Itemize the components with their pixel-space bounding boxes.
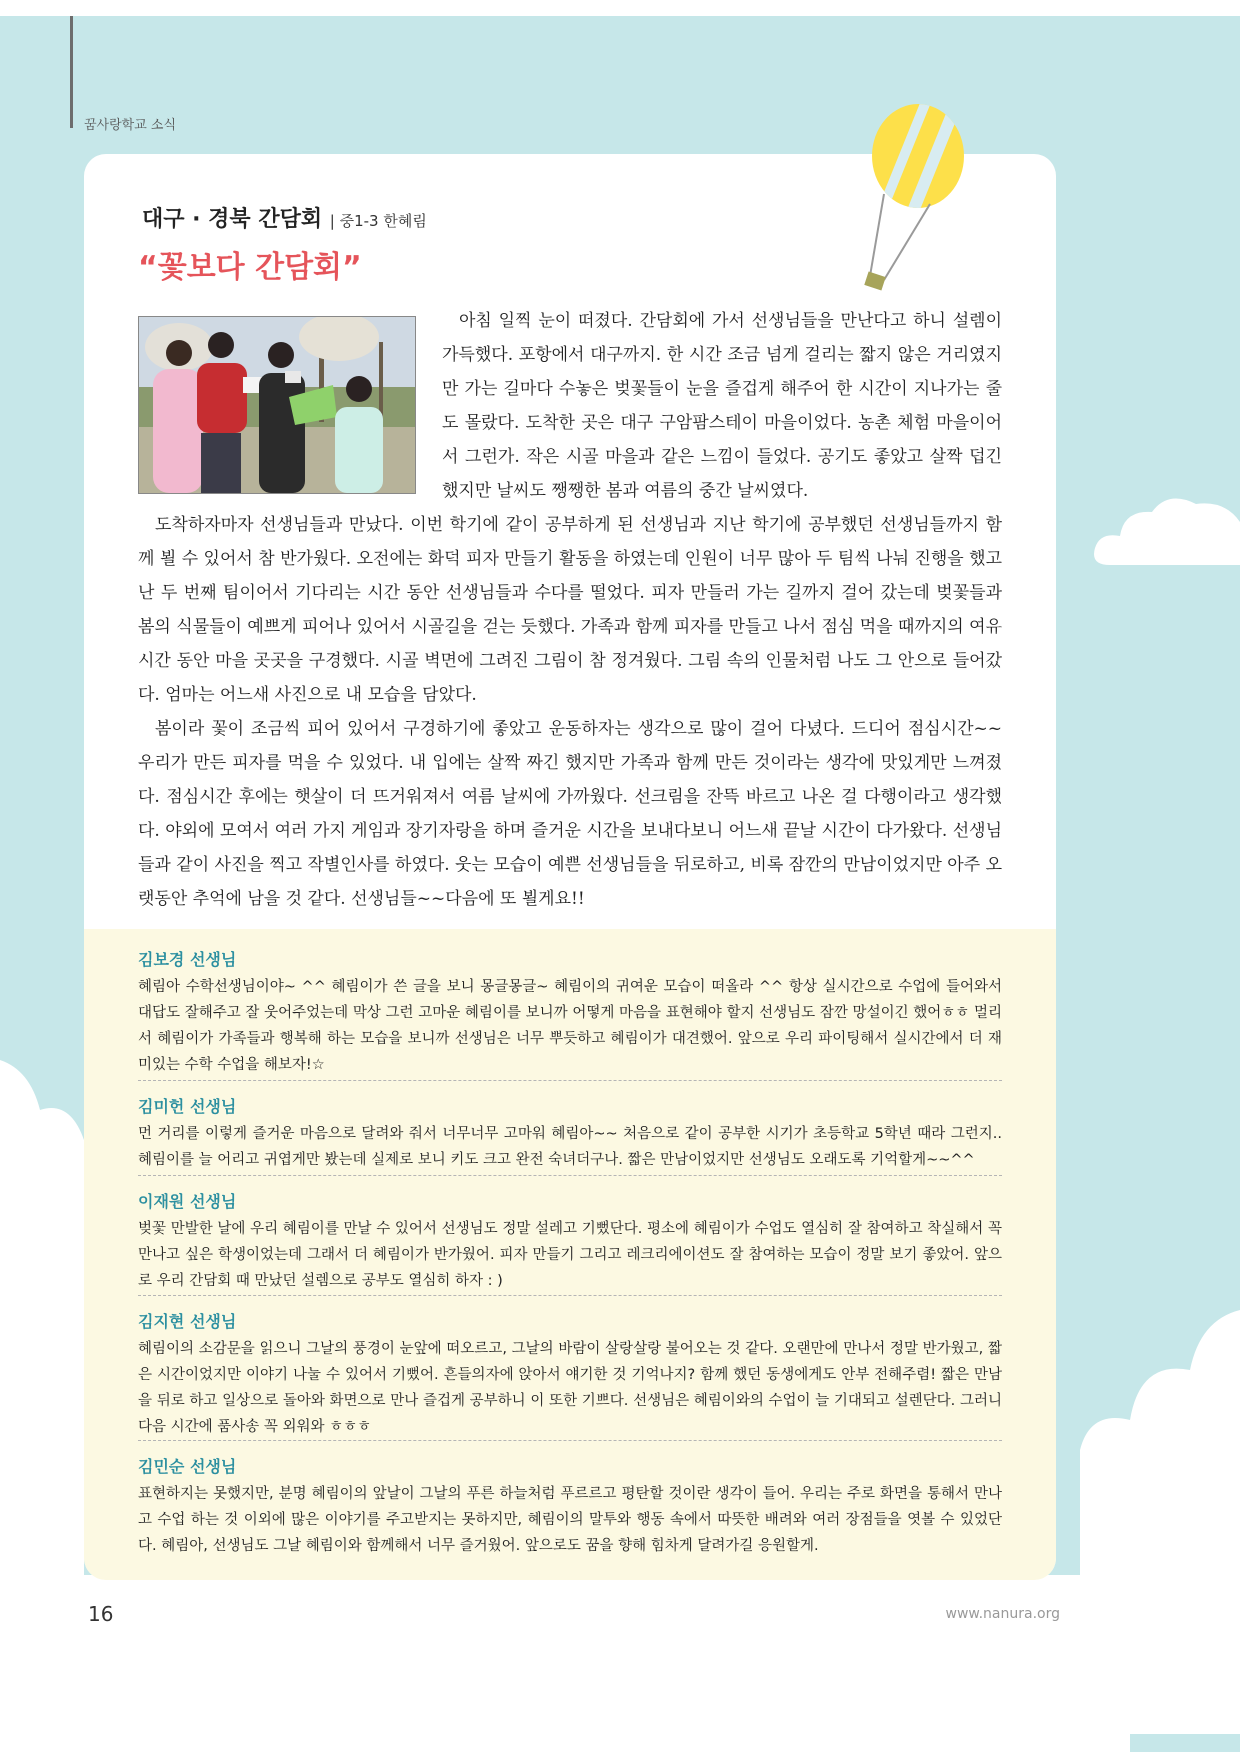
cloud-icon <box>1080 1300 1240 1590</box>
teacher-message: 혜림이의 소감문을 읽으니 그날의 풍경이 눈앞에 떠오르고, 그날의 바람이 살랑살랑 불어오는 것 같다. 오랜만에 만나서 정말 반가웠고, 짧은 시간이었지만 이야기 나눌 수 있어서 기뻤어. 흔들의자에 앉아서 얘기한 것 기억나지? 함께 했던 동생에게도 안부 전해주렴! 짧은 만남을 뒤로 하고 일상으로 돌아와 화면으로 만나 즐겁게 공부하니 이 또한 기쁘다. 선생님은 혜림이와의 수업이 늘 기대되고 설렌단다. 그러니 다음 시간에 품사송 꼭 외워와 ㅎㅎㅎ <box>138 1341 1002 1435</box>
author-byline: | 중1-3 한혜림 <box>329 212 427 230</box>
teacher-comment <box>138 1189 1002 1294</box>
teacher-message: 표현하지는 못했지만, 분명 혜림이의 앞날이 그날의 푸른 하늘처럼 푸르르고 평탄할 것이란 생각이 들어. 우리는 주로 화면을 통해서 만나고 수업 하는 것 이외에 많은 이야기를 주고받지는 못하지만, 혜림이의 말투와 행동 속에서 따뜻한 배려와 여러 장점들을 엿볼 수 있었단다. 혜림아, 선생님도 그날 혜림이와 함께해서 너무 즐거웠어. 앞으로도 꿈을 향해 힘차게 달려가길 응원할게. <box>138 1486 1002 1554</box>
teacher-name: 김민순 선생님 <box>138 1457 237 1476</box>
teacher-name: 이재원 선생님 <box>138 1192 237 1211</box>
essay-paragraph-2: 도착하자마자 선생님들과 만났다. 이번 학기에 같이 공부하게 된 선생님과 지난 학기에 공부했던 선생님들까지 함께 뵐 수 있어서 참 반가웠다. 오전에는 화덕 피자 만들기 활동을 하였는데 인원이 너무 많아 두 팀씩 나눠 진행을 했고 난 두 번째 팀이어서 기다리는 시간 동안 선생님들과 수다를 떨었다. 피자 만들러 가는 길까지 걸어 갔는데 벚꽃들과 봄의 식물들이 예쁘게 피어나 있어서 시골길을 걷는 듯했다. 가족과 함께 피자를 만들고 나서 점심 먹을 때까지의 여유시간 동안 마을 곳곳을 구경했다. 시골 벽면에 그려진 그림이 참 정겨웠다. 그림 속의 인물처럼 나도 그 안으로 들어갔다. 엄마는 어느새 사진으로 내 모습을 담았다. <box>138 515 1002 705</box>
comment-divider <box>138 1440 1002 1441</box>
teacher-name: 김보경 선생님 <box>138 950 237 969</box>
teacher-comment <box>138 947 1002 1078</box>
page-footer-area <box>0 1575 1240 1752</box>
header-rule <box>70 16 73 128</box>
comment-divider <box>138 1175 1002 1176</box>
page-number: 16 <box>88 1602 114 1626</box>
section-label: 꿈사랑학교 소식 <box>84 118 177 133</box>
teacher-comment <box>138 1454 1002 1559</box>
teacher-name: 김미헌 선생님 <box>138 1097 237 1116</box>
event-title: 대구 · 경북 간담회 <box>142 207 323 232</box>
article-card <box>84 154 1056 1580</box>
article-heading <box>142 202 427 233</box>
teacher-comment <box>138 1094 1002 1173</box>
teacher-message: 벚꽃 만발한 날에 우리 혜림이를 만날 수 있어서 선생님도 정말 설레고 기뻤단다. 평소에 혜림이가 수업도 열심히 잘 참여하고 착실해서 꼭 만나고 싶은 학생이었는데 그래서 더 혜림이가 반가웠어. 피자 만들기 그리고 레크리에이션도 잘 참여하는 모습이 정말 보기 좋았어. 앞으로 우리 간담회 때 만났던 설렘으로 공부도 열심히 하자 : ) <box>138 1221 1002 1289</box>
hot-air-balloon-icon <box>860 98 970 298</box>
teacher-message: 혜림아 수학선생님이야~ ^^ 혜림이가 쓴 글을 보니 몽글몽글~ 혜림이의 귀여운 모습이 떠올라 ^^ 항상 실시간으로 수업에 들어와서 대답도 잘해주고 잘 웃어주었는데 막상 그런 고마운 혜림이를 보니까 어떻게 마음을 표현해야 할지 선생님도 잠깐 망설이긴 했어ㅎㅎ 멀리서 혜림이가 가족들과 행복해 하는 모습을 보니까 선생님은 너무 뿌듯하고 혜림이가 대견했어. 앞으로 우리 파이팅해서 실시간에서 더 재미있는 수학 수업을 해보자!☆ <box>138 979 1002 1073</box>
essay-paragraph-1: 아침 일찍 눈이 떠졌다. 간담회에 가서 선생님들을 만난다고 하니 설렘이 가득했다. 포항에서 대구까지. 한 시간 조금 넘게 걸리는 짧지 않은 거리였지만 가는 길마다 수놓은 벚꽃들이 눈을 즐겁게 해주어 한 시간이 지나가는 줄도 몰랐다. 도착한 곳은 대구 구암팜스테이 마을이었다. 농촌 체험 마을이어서 그런가. 작은 시골 마을과 같은 느낌이 들었다. 공기도 좋았고 살짝 덥긴 했지만 날씨도 쨍쨍한 봄과 여름의 중간 날씨였다. <box>442 311 1002 501</box>
corner-accent <box>1130 1734 1240 1752</box>
article-title: “꽃보다 간담회” <box>138 250 362 285</box>
website-url: www.nanura.org <box>945 1606 1060 1622</box>
comment-divider <box>138 1080 1002 1081</box>
comment-divider <box>138 1295 1002 1296</box>
teacher-comment <box>138 1309 1002 1440</box>
essay-paragraph-3: 봄이라 꽃이 조금씩 피어 있어서 구경하기에 좋았고 운동하자는 생각으로 많이 걸어 다녔다. 드디어 점심시간~~ 우리가 만든 피자를 먹을 수 있었다. 내 입에는 살짝 짜긴 했지만 가족과 함께 만든 것이라는 생각에 맛있게만 느껴졌다. 점심시간 후에는 햇살이 더 뜨거워져서 여름 날씨에 가까웠다. 선크림을 잔뜩 바르고 나온 걸 다행이라고 생각했다. 야외에 모여서 여러 가지 게임과 장기자랑을 하며 즐거운 시간을 보내다보니 어느새 끝날 시간이 다가왔다. 선생님들과 같이 사진을 찍고 작별인사를 하였다. 웃는 모습이 예쁜 선생님들을 뒤로하고, 비록 잠깐의 만남이었지만 아주 오랫동안 추억에 남을 것 같다. 선생님들~~다음에 또 뵐게요!! <box>138 719 1002 909</box>
cloud-icon <box>1090 470 1240 580</box>
teacher-name: 김지현 선생님 <box>138 1312 237 1331</box>
article-photo <box>138 316 416 494</box>
teacher-message: 먼 거리를 이렇게 즐거운 마음으로 달려와 줘서 너무너무 고마워 혜림아~~ 처음으로 같이 공부한 시기가 초등학교 5학년 때라 그런지.. 혜림이를 늘 어리고 귀엽게만 봤는데 실제로 보니 키도 크고 완전 숙녀더구나. 짧은 만남이었지만 선생님도 오래도록 기억할게~~^^ <box>138 1126 1002 1168</box>
